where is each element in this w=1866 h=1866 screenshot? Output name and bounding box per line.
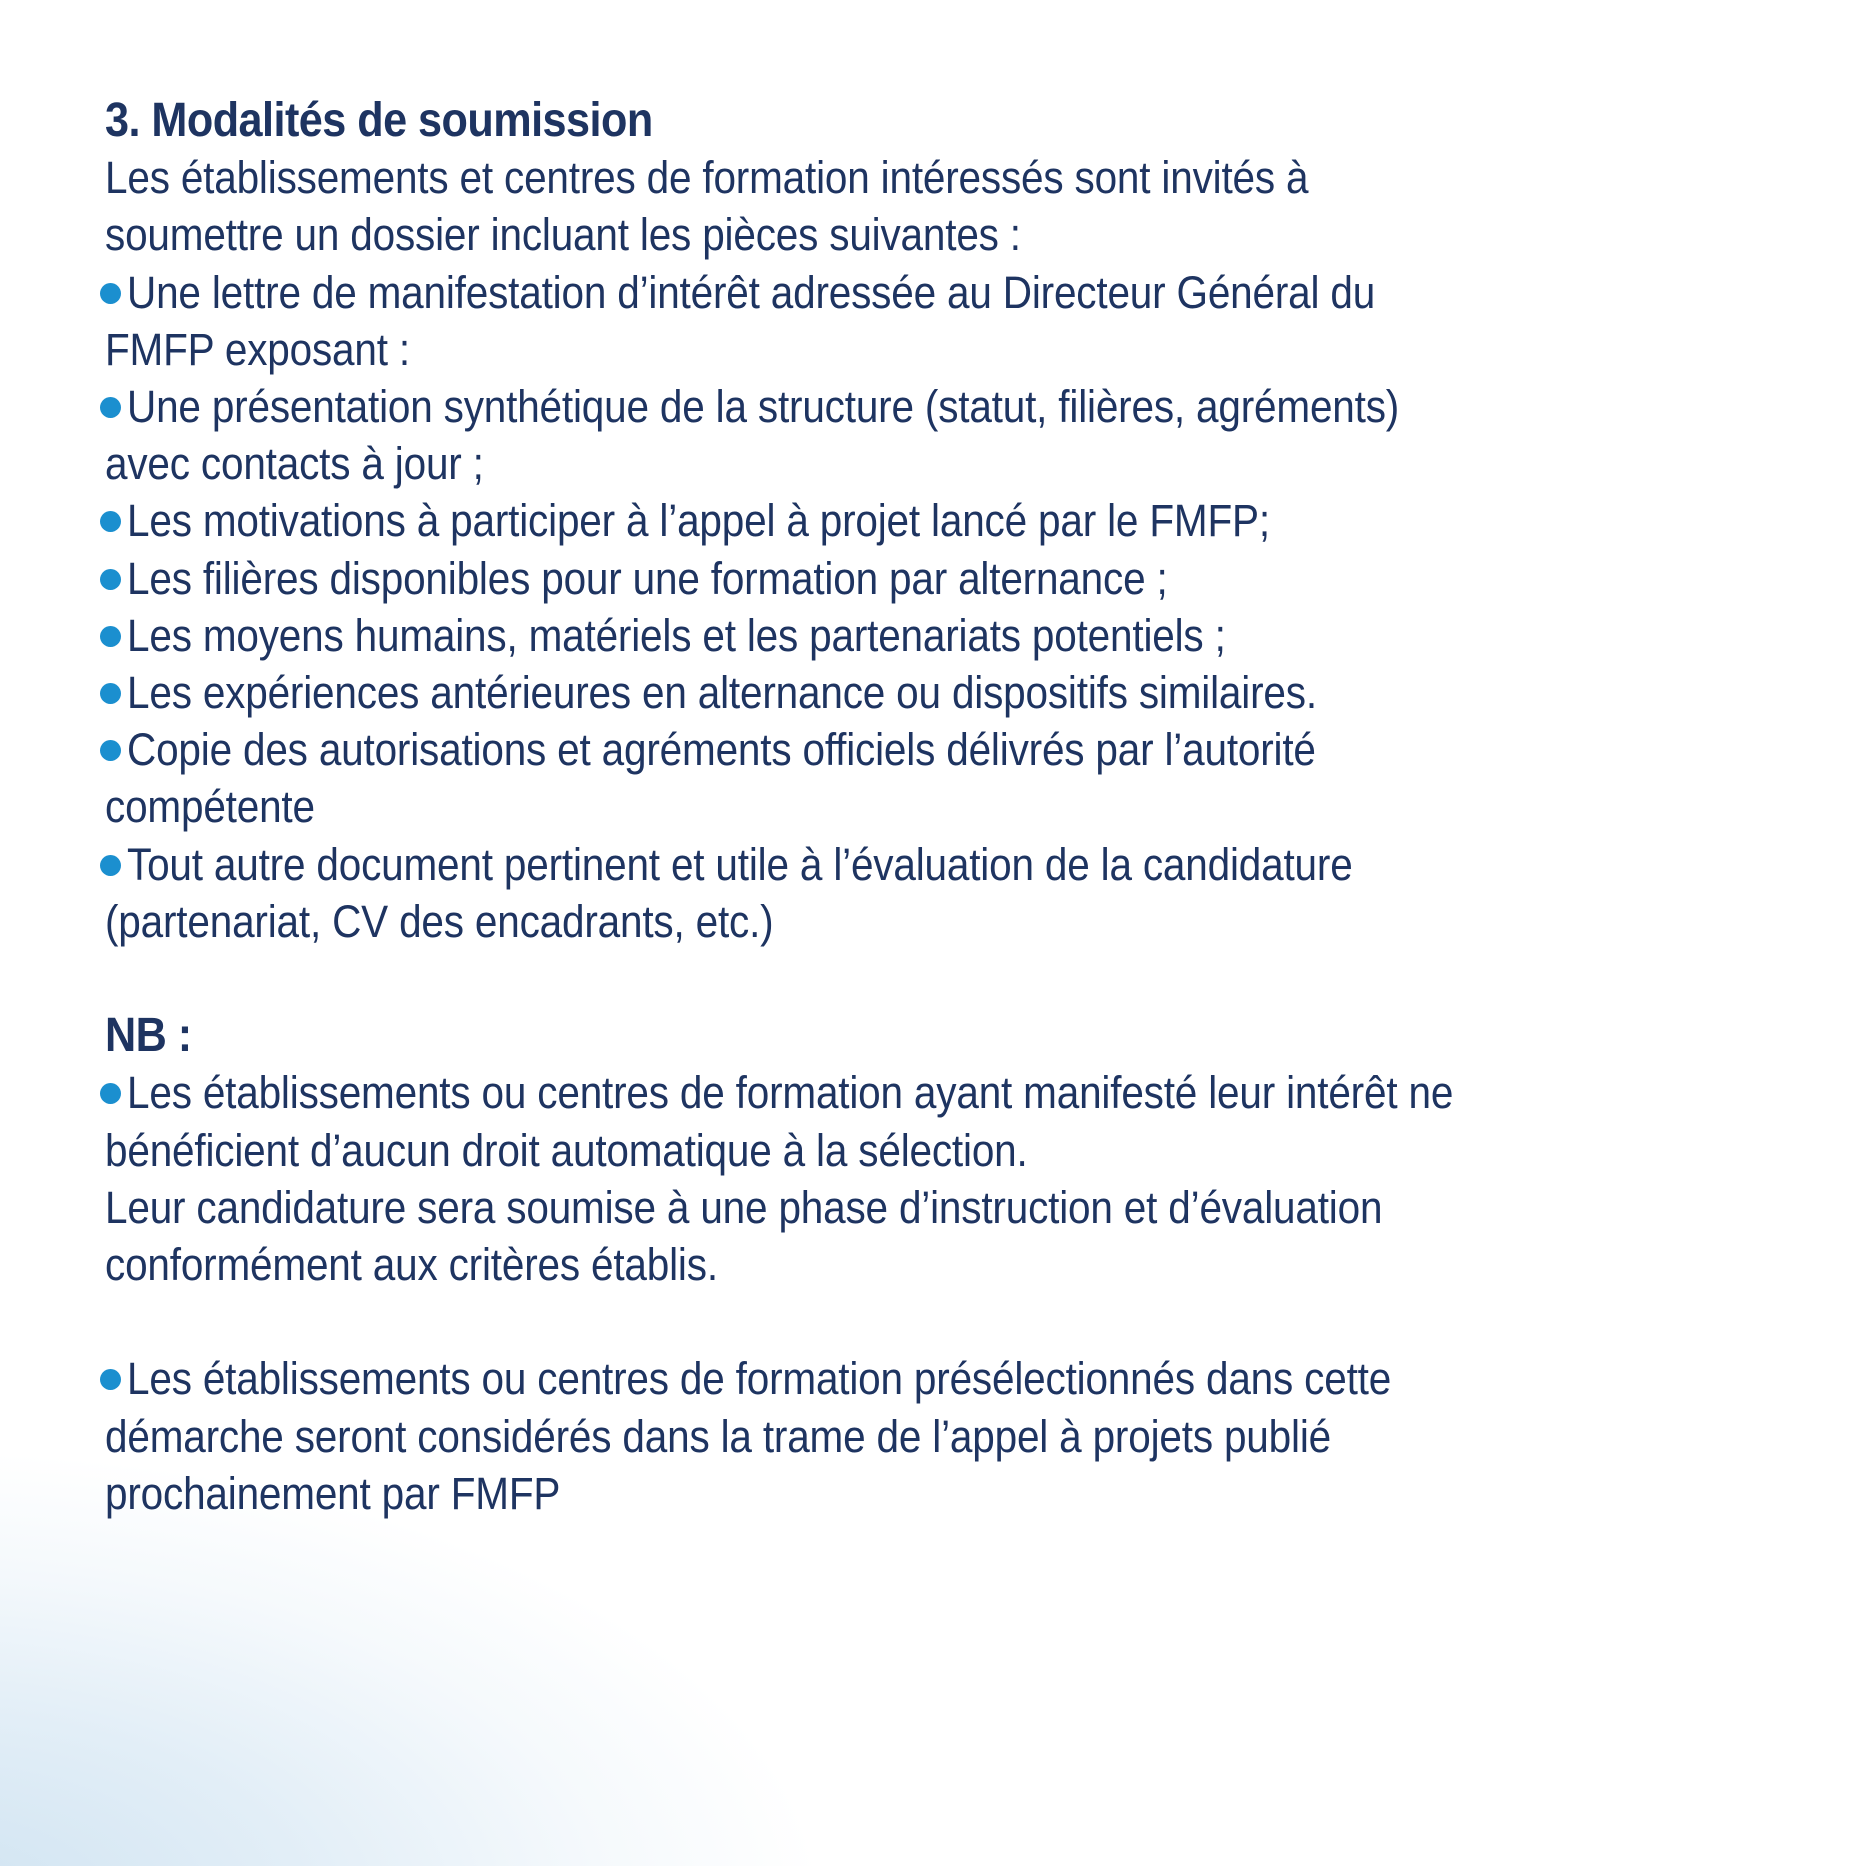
- list-item: [105, 378, 1805, 492]
- nb-item-line: [105, 1179, 1805, 1236]
- list-item-line: [105, 321, 1805, 378]
- list-item: [105, 664, 1805, 721]
- list-item-text: FMFP exposant :: [105, 323, 410, 375]
- list-item-line: [105, 664, 1805, 721]
- list-item-line: [105, 893, 1805, 950]
- list-item-text: Les expériences antérieures en alternance ou dispositifs similaires.: [127, 667, 1317, 719]
- list-item-line: [105, 721, 1805, 778]
- list-item: [105, 836, 1805, 950]
- list-item: [105, 550, 1805, 607]
- list-item: [105, 264, 1805, 378]
- nb-list: [105, 1064, 1805, 1522]
- section-title-text: 3. Modalités de soumission: [105, 94, 653, 147]
- nb-item: [105, 1350, 1805, 1522]
- bullet-dot-icon: [100, 569, 121, 590]
- nb-item-text: Leur candidature sera soumise à une phase d’instruction et d’évaluation: [105, 1181, 1383, 1233]
- bullet-dot-icon: [100, 855, 121, 876]
- list-item-line: [105, 264, 1805, 321]
- intro-line-text: soumettre un dossier incluant les pièces suivantes :: [105, 209, 1021, 261]
- list-item-line: [105, 550, 1805, 607]
- list-item-line: [105, 378, 1805, 435]
- list-item-line: [105, 836, 1805, 893]
- list-item-text: avec contacts à jour ;: [105, 438, 484, 490]
- bullet-dot-icon: [100, 283, 121, 304]
- list-item-line: [105, 492, 1805, 549]
- list-item-line: [105, 435, 1805, 492]
- nb-title: [105, 1007, 1805, 1064]
- list-item-text: Copie des autorisations et agréments officiels délivrés par l’autorité: [127, 724, 1316, 776]
- intro-line-text: Les établissements et centres de formation intéressés sont invités à: [105, 152, 1309, 204]
- bullet-dot-icon: [100, 1369, 121, 1390]
- nb-item-line: [105, 1465, 1805, 1522]
- list-item-text: (partenariat, CV des encadrants, etc.): [105, 895, 774, 947]
- list-item: [105, 607, 1805, 664]
- list-item-text: compétente: [105, 781, 315, 833]
- document-content: [105, 92, 1805, 1522]
- nb-item-text: conformément aux critères établis.: [105, 1239, 718, 1291]
- nb-item-line: [105, 1350, 1805, 1407]
- section-spacer: [105, 950, 1805, 1007]
- nb-item-line: [105, 1236, 1805, 1293]
- list-item-line: [105, 778, 1805, 835]
- list-item-text: Les motivations à participer à l’appel à projet lancé par le FMFP;: [127, 495, 1270, 547]
- bullet-dot-icon: [100, 626, 121, 647]
- section-title: [105, 92, 1805, 149]
- nb-item-line: [105, 1122, 1805, 1179]
- nb-item-text: démarche seront considérés dans la trame de l’appel à projets publié: [105, 1410, 1331, 1462]
- nb-item-line: [105, 1408, 1805, 1465]
- nb-title-text: NB :: [105, 1009, 192, 1063]
- bullet-dot-icon: [100, 397, 121, 418]
- bullet-dot-icon: [100, 1083, 121, 1104]
- section-intro: [105, 149, 1805, 263]
- nb-item-text: bénéficient d’aucun droit automatique à la sélection.: [105, 1124, 1028, 1176]
- list-item-text: Une lettre de manifestation d’intérêt adressée au Directeur Général du: [127, 266, 1376, 318]
- list-item-text: Tout autre document pertinent et utile à l’évaluation de la candidature: [127, 838, 1353, 890]
- intro-line: [105, 206, 1805, 263]
- list-item-line: [105, 607, 1805, 664]
- nb-spacer: [105, 1293, 1805, 1350]
- list-item-text: Les filières disponibles pour une formation par alternance ;: [127, 552, 1168, 604]
- list-item: [105, 721, 1805, 835]
- list-item-text: Une présentation synthétique de la structure (statut, filières, agréments): [127, 381, 1400, 433]
- nb-item-text: prochainement par FMFP: [105, 1467, 561, 1519]
- bullet-dot-icon: [100, 740, 121, 761]
- list-item-text: Les moyens humains, matériels et les partenariats potentiels ;: [127, 609, 1226, 661]
- bullet-dot-icon: [100, 511, 121, 532]
- nb-item-text: Les établissements ou centres de formation ayant manifesté leur intérêt ne: [127, 1067, 1454, 1119]
- nb-item-line: [105, 1064, 1805, 1121]
- intro-line: [105, 149, 1805, 206]
- list-item: [105, 492, 1805, 549]
- required-documents-list: [105, 264, 1805, 950]
- nb-item: [105, 1064, 1805, 1293]
- bullet-dot-icon: [100, 683, 121, 704]
- nb-item-text: Les établissements ou centres de formation présélectionnés dans cette: [127, 1353, 1392, 1405]
